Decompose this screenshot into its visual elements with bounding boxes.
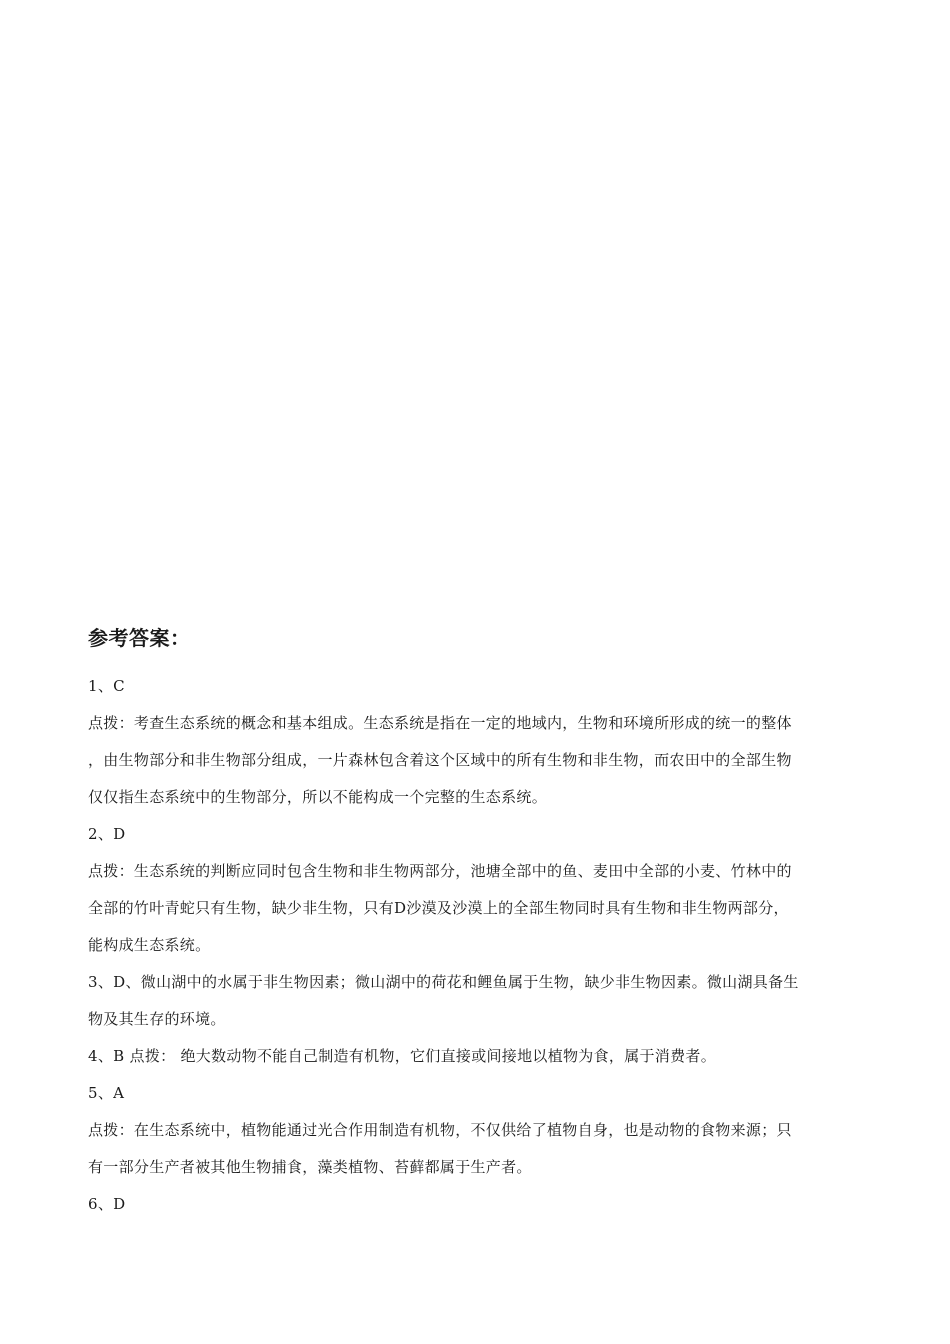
answer-section <box>88 622 864 1223</box>
answer-line: 1、C <box>88 677 125 695</box>
answer-line: 点拨：考查生态系统的概念和基本组成。生态系统是指在一定的地域内，生物和环境所形成的统一的整体 <box>88 714 792 732</box>
answer-5 <box>88 1075 864 1186</box>
answer-line: 能构成生态系统。 <box>88 936 211 954</box>
section-title: 参考答案： <box>88 626 191 650</box>
answer-4 <box>88 1038 864 1075</box>
answer-1 <box>88 668 864 816</box>
answer-6 <box>88 1186 864 1223</box>
answer-line: 有一部分生产者被其他生物捕食，藻类植物、苔藓都属于生产者。 <box>88 1158 532 1176</box>
answer-line: 点拨：生态系统的判断应同时包含生物和非生物两部分，池塘全部中的鱼、麦田中全部的小麦、竹林中的 <box>88 862 792 880</box>
answer-2 <box>88 816 864 964</box>
answer-line: 2、D <box>88 825 126 843</box>
answer-line: 点拨：在生态系统中，植物能通过光合作用制造有机物，不仅供给了植物自身，也是动物的食物来源；只 <box>88 1121 792 1139</box>
answer-line: ，由生物部分和非生物部分组成，一片森林包含着这个区域中的所有生物和非生物，而农田中的全部生物 <box>88 751 792 769</box>
answer-line: 3、D、微山湖中的水属于非生物因素；微山湖中的荷花和鲤鱼属于生物，缺少非生物因素。微山湖具备生 <box>88 973 799 991</box>
answer-line: 6、D <box>88 1195 126 1213</box>
answer-3 <box>88 964 864 1038</box>
answer-line: 仅仅指生态系统中的生物部分，所以不能构成一个完整的生态系统。 <box>88 788 548 806</box>
answer-line: 4、B 点拨： 绝大数动物不能自己制造有机物，它们直接或间接地以植物为食，属于消费者。 <box>88 1047 717 1065</box>
answer-line: 5、A <box>88 1084 125 1102</box>
answer-line: 物及其生存的环境。 <box>88 1010 226 1028</box>
answer-line: 全部的竹叶青蛇只有生物，缺少非生物，只有D沙漠及沙漠上的全部生物同时具有生物和非生物两部分， <box>88 899 789 917</box>
